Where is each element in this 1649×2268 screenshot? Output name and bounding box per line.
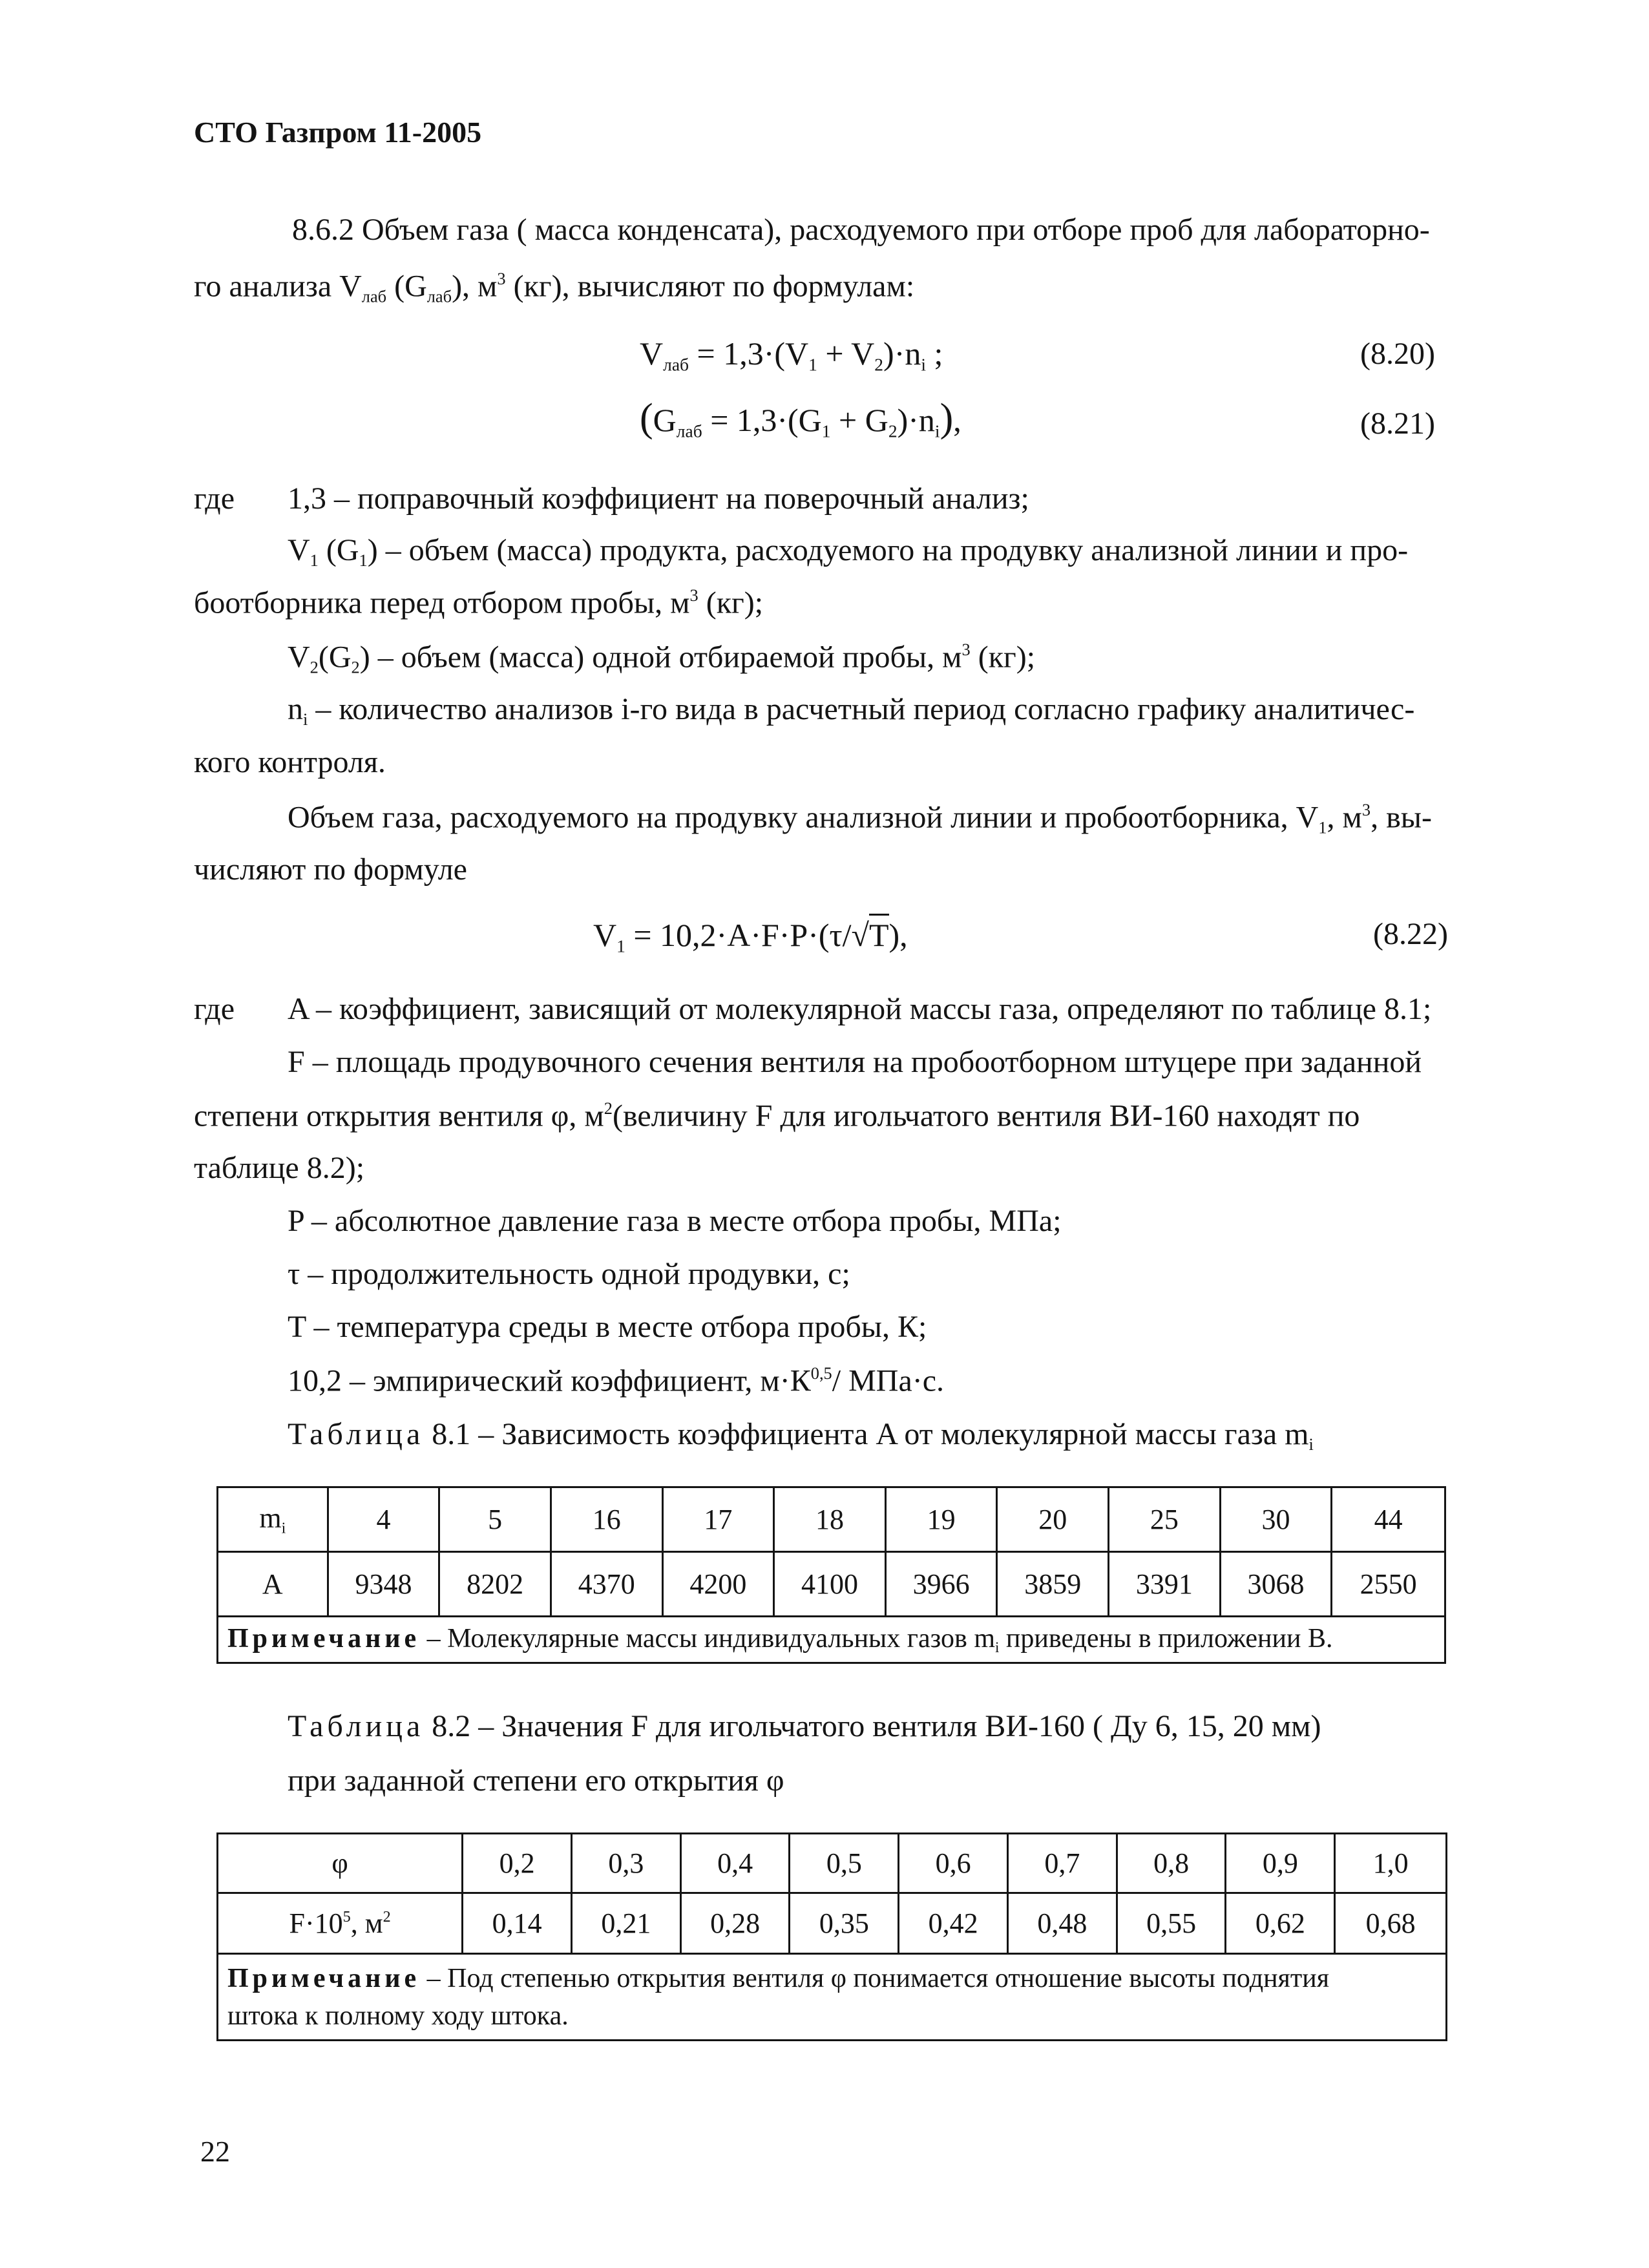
- para2-line2: числяют по формуле: [194, 852, 467, 887]
- table2-row-label-phi: φ: [218, 1834, 463, 1893]
- para2-line1: Объем газа, расходуемого на продувку анализной линии и пробоотборника, $V_1$, $м^3$, вы-: [288, 800, 1432, 837]
- table1-row-a: [218, 1552, 1445, 1617]
- table1-cell: 2550: [1332, 1552, 1445, 1617]
- table1-cell: 3391: [1109, 1552, 1221, 1617]
- where2-a: A – коэффициент, зависящий от молекулярной массы газа, определяют по таблице 8.1;: [288, 992, 1432, 1026]
- table1-cell: 18: [774, 1487, 886, 1552]
- table1-cell: 44: [1332, 1487, 1445, 1552]
- table2-row-label-f: $F\cdot 10^5$, $м^2$: [218, 1893, 463, 1954]
- table2-cell: 0,62: [1226, 1893, 1335, 1954]
- table-8-1: [216, 1486, 1446, 1664]
- table1-cell: 30: [1220, 1487, 1332, 1552]
- table2-note-row: [218, 1954, 1447, 2041]
- table1-note-row: [218, 1617, 1445, 1663]
- table1-row-label-m: $m_i$: [218, 1487, 328, 1552]
- where-label-1: где: [194, 481, 235, 516]
- table1-cell: 4200: [662, 1552, 774, 1617]
- table2-cell: 0,6: [899, 1834, 1008, 1893]
- table1-cell: 3859: [997, 1552, 1109, 1617]
- document-header: СТО Газпром 11-2005: [194, 116, 482, 149]
- where2-p: P – абсолютное давление газа в месте отбора пробы, МПа;: [288, 1204, 1062, 1238]
- table2-cell: 0,28: [680, 1893, 790, 1954]
- table2-cell: 0,8: [1117, 1834, 1226, 1893]
- table2-note: Примечание – Под степенью открытия вентиля φ понимается отношение высоты поднятия штока к полному ходу штока.: [218, 1954, 1447, 2041]
- where1-ni-line: $n_i$ – количество анализов i-го вида в расчетный период согласно графику аналитичес-: [288, 692, 1415, 730]
- table2-cell: 0,48: [1007, 1893, 1117, 1954]
- formula-8-22: $V_1 = 10,2\cdot A\cdot F\cdot P\cdot(\tau/√T)$,: [593, 916, 908, 957]
- table1-cell: 17: [662, 1487, 774, 1552]
- table1-note: Примечание – Молекулярные массы индивидуальных газов $m_i$ приведены в приложении В.: [218, 1617, 1445, 1663]
- table-8-2: [216, 1832, 1447, 2041]
- table2-cell: 0,7: [1007, 1834, 1117, 1893]
- table1-cell: 3966: [885, 1552, 997, 1617]
- table2-cell: 0,9: [1226, 1834, 1335, 1893]
- equation-number-8-20: (8.20): [1360, 337, 1435, 371]
- where1-v2-line: $V_2(G_2)$ – объем (масса) одной отбираемой пробы, $м^3$ (кг);: [288, 640, 1036, 677]
- equation-number-8-21: (8.21): [1360, 406, 1435, 441]
- table2-cell: 1,0: [1335, 1834, 1447, 1893]
- where-label-2: где: [194, 992, 235, 1026]
- table2-cell: 0,14: [463, 1893, 572, 1954]
- table1-cell: 16: [551, 1487, 662, 1552]
- table1-cell: 20: [997, 1487, 1109, 1552]
- where1-coefficient: 1,3 – поправочный коэффициент на поверочный анализ;: [288, 481, 1029, 516]
- table1-row-label-a: A: [218, 1552, 328, 1617]
- table1-cell: 4: [328, 1487, 439, 1552]
- table1-cell: 4100: [774, 1552, 886, 1617]
- table1-cell: 19: [885, 1487, 997, 1552]
- table1-cell: 5: [439, 1487, 551, 1552]
- equation-number-8-22: (8.22): [1373, 917, 1448, 951]
- table2-caption-line1: Таблица 8.2 – Значения F для игольчатого вентиля ВИ-160 ( Ду 6, 15, 20 мм): [288, 1709, 1321, 1743]
- table2-cell: 0,68: [1335, 1893, 1447, 1954]
- table2-cell: 0,21: [571, 1893, 680, 1954]
- formula-8-20: $V_{лаб} = 1,3\cdot(V_1 + V_2)\cdot n_i$ ;: [640, 335, 943, 375]
- where1-ni-line2: кого контроля.: [194, 745, 386, 779]
- table2-cell: 0,35: [790, 1893, 899, 1954]
- formula-8-21: $(G_{лаб} = 1,3\cdot(G_1 + G_2)\cdot n_i)$,: [640, 396, 961, 441]
- table1-row-m: [218, 1487, 1445, 1552]
- table2-row-phi: [218, 1834, 1447, 1893]
- page-number: 22: [200, 2135, 230, 2168]
- section-title-line2: го анализа $V_{лаб}$ $(G_{лаб})$, $м^3$ (кг), вычисляют по формулам:: [194, 269, 915, 306]
- where2-f-line2: степени открытия вентиля φ, $м^2(величину$ F для игольчатого вентиля ВИ-160 находят по: [194, 1098, 1360, 1133]
- table2-row-f: [218, 1893, 1447, 1954]
- table2-cell: 0,3: [571, 1834, 680, 1893]
- where2-constant: 10,2 – эмпирический коэффициент, $м\cdot К^{0,5}/$ МПа·с.: [288, 1363, 945, 1398]
- table1-cell: 9348: [328, 1552, 439, 1617]
- table1-cell: 25: [1109, 1487, 1221, 1552]
- where1-v1-line: $V_1$ $(G_1)$ – объем (масса) продукта, расходуемого на продувку анализной линии и про-: [288, 533, 1409, 571]
- table2-cell: 0,55: [1117, 1893, 1226, 1954]
- table1-cell: 4370: [551, 1552, 662, 1617]
- where2-t: T – температура среды в месте отбора пробы, К;: [288, 1310, 927, 1344]
- table1-caption: Таблица 8.1 – Зависимость коэффициента A от молекулярной массы газа $m_i$: [288, 1417, 1314, 1454]
- table2-caption-line2: при заданной степени его открытия φ: [288, 1763, 784, 1798]
- section-title-line1: 8.6.2 Объем газа ( масса конденсата), расходуемого при отборе проб для лабораторно-: [292, 213, 1430, 247]
- table2-cell: 0,42: [899, 1893, 1008, 1954]
- table2-cell: 0,2: [463, 1834, 572, 1893]
- where2-f-line3: таблице 8.2);: [194, 1151, 365, 1185]
- table2-cell: 0,5: [790, 1834, 899, 1893]
- table2-cell: 0,4: [680, 1834, 790, 1893]
- where1-v1-line2: боотборника перед отбором пробы, $м^3$ (кг);: [194, 585, 764, 620]
- table1-cell: 8202: [439, 1552, 551, 1617]
- table1-cell: 3068: [1220, 1552, 1332, 1617]
- where2-tau: τ – продолжительность одной продувки, с;: [288, 1257, 850, 1291]
- where2-f-line1: F – площадь продувочного сечения вентиля на пробоотборном штуцере при заданной: [288, 1045, 1422, 1079]
